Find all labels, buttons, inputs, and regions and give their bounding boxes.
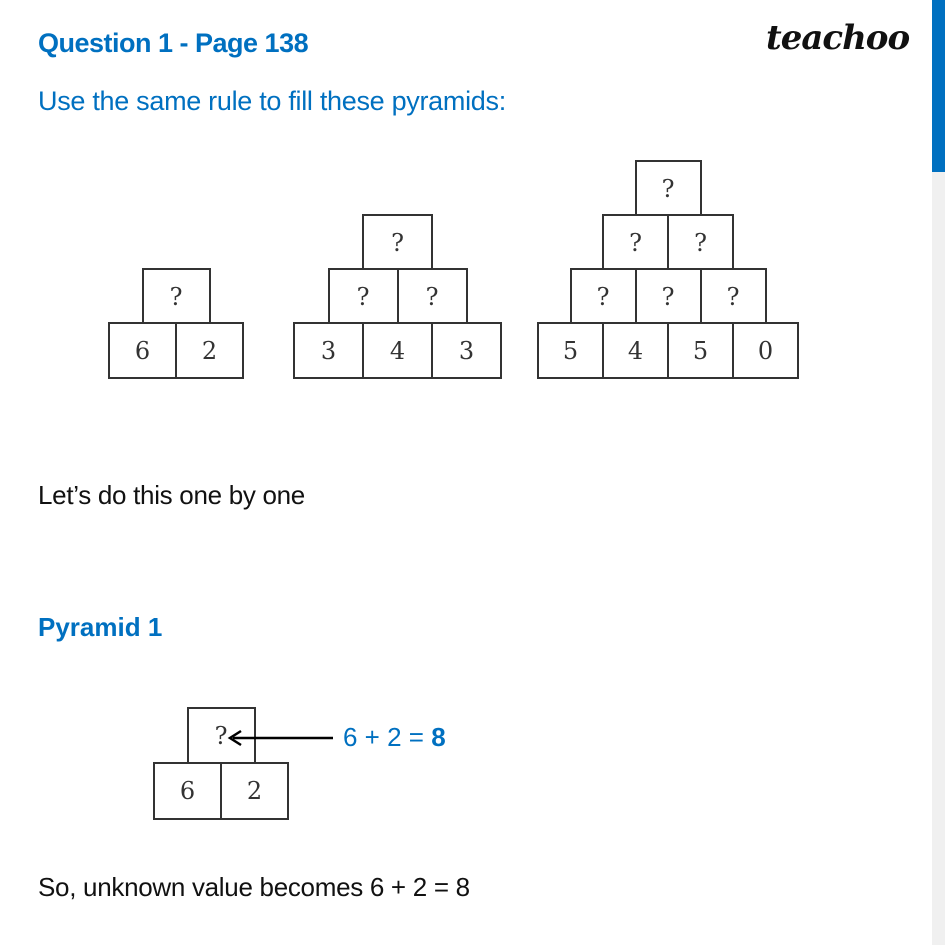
pyramid-2-cell: 3 bbox=[431, 322, 502, 379]
pyramid-3-cell: 5 bbox=[667, 322, 734, 379]
pyramid-1-cell: 6 bbox=[108, 322, 177, 379]
pyramid-2-cell: ? bbox=[328, 268, 399, 325]
pyramid-3-cell: ? bbox=[635, 160, 702, 217]
scrollbar-thumb[interactable] bbox=[932, 0, 945, 172]
pyramid-1-cell: 2 bbox=[175, 322, 244, 379]
pyramid-3-cell: 4 bbox=[602, 322, 669, 379]
solution-cell: 2 bbox=[220, 762, 289, 820]
solution-cell: 6 bbox=[153, 762, 222, 820]
question-text: Use the same rule to fill these pyramids: bbox=[38, 86, 506, 116]
pyramid-3-cell: 0 bbox=[732, 322, 799, 379]
pyramid-2-cell: ? bbox=[362, 214, 433, 271]
pyramid-2-cell: ? bbox=[397, 268, 468, 325]
pyramid-1-cell: ? bbox=[142, 268, 211, 325]
pyramid-3-cell: ? bbox=[700, 268, 767, 325]
solution-cell: ? bbox=[187, 707, 256, 765]
teachoo-logo: teachoo bbox=[766, 18, 910, 58]
equation-result: 8 bbox=[431, 722, 446, 752]
pyramid-3-cell: ? bbox=[570, 268, 637, 325]
pyramid-3-cell: ? bbox=[635, 268, 702, 325]
intro-text: Let’s do this one by one bbox=[38, 480, 305, 510]
equation-prefix: 6 + 2 = bbox=[343, 722, 432, 752]
pyramid-3-cell: 5 bbox=[537, 322, 604, 379]
page-title: Question 1 - Page 138 bbox=[38, 28, 309, 58]
pyramid-2-cell: 3 bbox=[293, 322, 364, 379]
section-heading: Pyramid 1 bbox=[38, 612, 163, 642]
pyramid-3-cell: ? bbox=[602, 214, 669, 271]
scrollbar-track[interactable] bbox=[932, 172, 945, 945]
pyramid-3-cell: ? bbox=[667, 214, 734, 271]
pyramid-2-cell: 4 bbox=[362, 322, 433, 379]
arrow-icon bbox=[225, 728, 335, 748]
conclusion-text: So, unknown value becomes 6 + 2 = 8 bbox=[38, 872, 470, 902]
equation bbox=[343, 722, 446, 753]
